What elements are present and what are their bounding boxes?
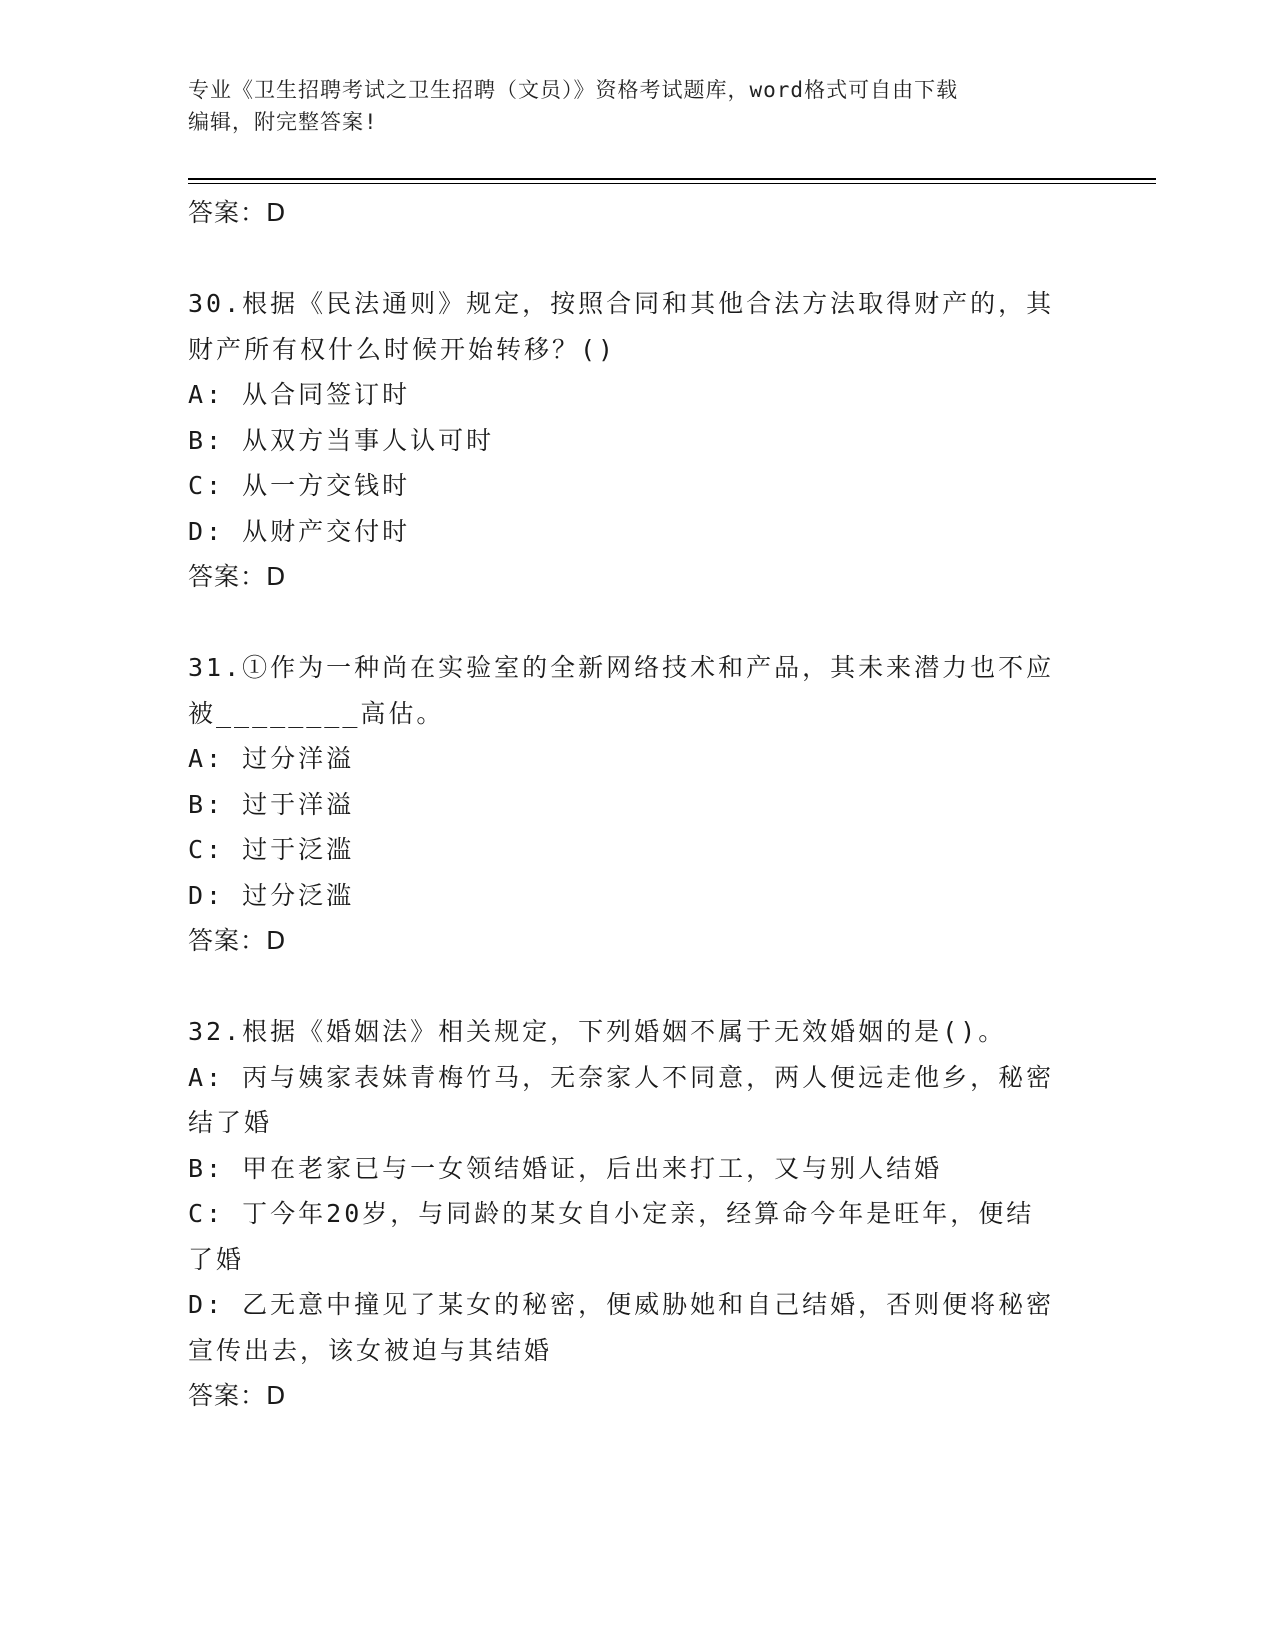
- spacer: [188, 236, 1088, 282]
- question-content: [188, 190, 1088, 1419]
- option-d: D: 从财产交付时: [188, 516, 411, 546]
- page-header: [188, 74, 1088, 138]
- option-d-continued: 宣传出去，该女被迫与其结婚: [188, 1335, 553, 1365]
- top-answer: 答案：D: [188, 198, 287, 227]
- question-32: [188, 1009, 1088, 1419]
- header-rule-thick: [188, 178, 1156, 180]
- option-b: B: 甲在老家已与一女领结婚证，后出来打工，又与别人结婚: [188, 1153, 943, 1183]
- option-a: A: 过分洋溢: [188, 744, 355, 773]
- question-stem: 31.①作为一种尚在实验室的全新网络技术和产品，其未来潜力也不应: [188, 653, 1055, 682]
- header-line-1: 专业《卫生招聘考试之卫生招聘（文员）》资格考试题库，word格式可自由下载: [188, 78, 959, 102]
- option-c: C: 丁今年20岁，与同龄的某女自小定亲，经算命今年是旺年，便结: [188, 1199, 1035, 1228]
- question-stem: 30.根据《民法通则》规定，按照合同和其他合法方法取得财产的，其: [188, 289, 1055, 318]
- header-line-2: 编辑，附完整答案!: [188, 110, 378, 134]
- question-31: [188, 645, 1088, 964]
- question-stem: 被________高估。: [188, 698, 445, 728]
- header-rule-thin: [188, 183, 1156, 184]
- option-a-continued: 结了婚: [188, 1108, 273, 1137]
- option-d: D: 过分泛滥: [188, 880, 355, 910]
- option-d: D: 乙无意中撞见了某女的秘密，便威胁她和自己结婚，否则便将秘密: [188, 1290, 1055, 1319]
- option-c-continued: 了婚: [188, 1244, 245, 1274]
- option-c: C: 从一方交钱时: [188, 471, 411, 500]
- question-30: [188, 281, 1088, 600]
- question-stem: 32.根据《婚姻法》相关规定，下列婚姻不属于无效婚姻的是()。: [188, 1017, 1007, 1046]
- spacer: [188, 600, 1088, 646]
- question-stem: 财产所有权什么时候开始转移？(): [188, 334, 617, 364]
- answer: 答案：D: [188, 926, 287, 955]
- option-a: A: 从合同签订时: [188, 380, 411, 409]
- option-b: B: 从双方当事人认可时: [188, 425, 495, 455]
- answer: 答案：D: [188, 562, 287, 591]
- option-c: C: 过于泛滥: [188, 835, 355, 864]
- answer: 答案：D: [188, 1381, 287, 1410]
- spacer: [188, 964, 1088, 1010]
- option-b: B: 过于洋溢: [188, 789, 355, 819]
- option-a: A: 丙与姨家表妹青梅竹马，无奈家人不同意，两人便远走他乡，秘密: [188, 1062, 1055, 1092]
